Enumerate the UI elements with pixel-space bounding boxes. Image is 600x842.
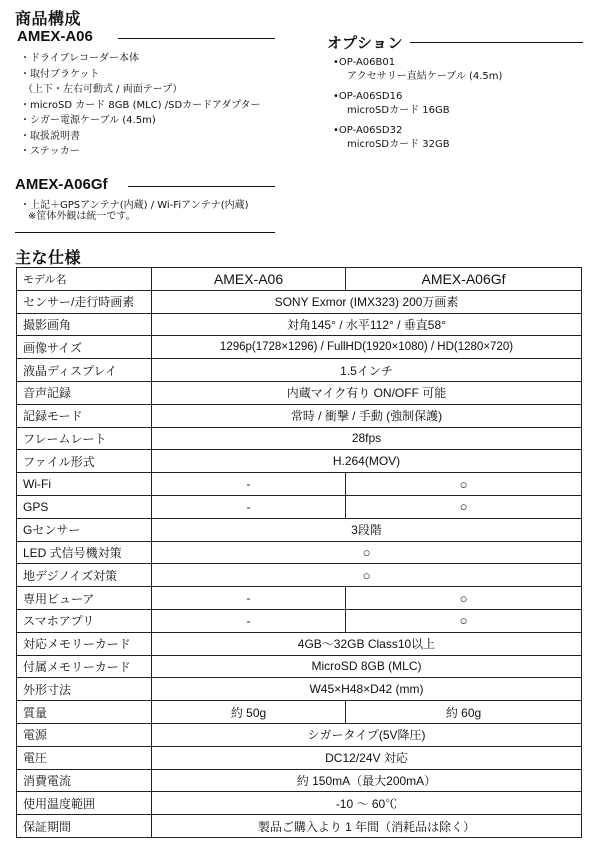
table-row <box>17 792 582 815</box>
table-row <box>17 518 582 541</box>
list-item: ・microSD カード 8GB (MLC) /SDカードアダプター <box>20 99 261 111</box>
spec-label: 付属メモリーカード <box>17 655 152 678</box>
options-list <box>333 56 502 158</box>
table-row <box>17 473 582 496</box>
header-model1: AMEX-A06 <box>152 268 346 291</box>
spec-label: GPS <box>17 495 152 518</box>
spec-value: シガータイプ(5V降圧) <box>152 723 582 746</box>
list-item: （上下・左右可動式 / 両面テープ） <box>23 84 183 95</box>
table-row <box>17 815 582 838</box>
table-row <box>17 541 582 564</box>
note-text: ※筐体外観は統一です。 <box>28 211 136 222</box>
option-code: •OP-A06SD32 <box>333 125 403 136</box>
spec-label: ファイル形式 <box>17 450 152 473</box>
spec-value: 1296p(1728×1296) / FullHD(1920×1080) / HD(1280×720) <box>152 336 582 359</box>
table-row <box>17 723 582 746</box>
spec-value: SONY Exmor (IMX323) 200万画素 <box>152 290 582 313</box>
spec-value-model2: 約 60g <box>346 701 582 724</box>
spec-value: 4GB〜32GB Class10以上 <box>152 632 582 655</box>
option-item <box>333 56 502 84</box>
spec-value: 約 150mA（最大200mA） <box>152 769 582 792</box>
option-code: •OP-A06B01 <box>333 57 396 68</box>
model1-item-list <box>20 51 260 160</box>
table-row <box>17 495 582 518</box>
option-code: •OP-A06SD16 <box>333 91 403 102</box>
model2-rule <box>128 186 275 187</box>
model2-item-list <box>20 200 249 222</box>
spec-label: 専用ビューア <box>17 587 152 610</box>
list-item: ・取付ブラケット <box>20 68 100 80</box>
spec-value: 常時 / 衝撃 / 手動 (強制保護) <box>152 404 582 427</box>
spec-label: 液晶ディスプレイ <box>17 359 152 382</box>
spec-table <box>16 267 582 838</box>
header-model2: AMEX-A06Gf <box>346 268 582 291</box>
spec-label: スマホアプリ <box>17 609 152 632</box>
table-header-row <box>17 268 582 291</box>
table-row <box>17 632 582 655</box>
model1-rule <box>118 38 275 39</box>
spec-value: ○ <box>152 541 582 564</box>
spec-label: 記録モード <box>17 404 152 427</box>
spec-value-model2: ○ <box>346 473 582 496</box>
model2-heading: AMEX-A06Gf <box>15 176 108 193</box>
table-row <box>17 290 582 313</box>
table-row <box>17 381 582 404</box>
spec-value: 対角145° / 水平112° / 垂直58° <box>152 313 582 336</box>
list-item: ・取扱説明書 <box>20 130 80 142</box>
options-title: オプション <box>327 34 404 52</box>
spec-value-model1: - <box>152 587 346 610</box>
header-label: モデル名 <box>17 268 152 291</box>
spec-value: ○ <box>152 564 582 587</box>
table-row <box>17 587 582 610</box>
table-row <box>17 564 582 587</box>
option-item <box>333 90 502 118</box>
spec-value: W45×H48×D42 (mm) <box>152 678 582 701</box>
option-description: microSDカード 16GB <box>347 105 450 116</box>
spec-value: H.264(MOV) <box>152 450 582 473</box>
spec-value-model1: 約 50g <box>152 701 346 724</box>
table-row <box>17 746 582 769</box>
spec-label: 画像サイズ <box>17 336 152 359</box>
table-row <box>17 450 582 473</box>
table-row <box>17 678 582 701</box>
specs-title: 主な仕様 <box>15 248 82 267</box>
option-item <box>333 124 502 152</box>
spec-label: 電源 <box>17 723 152 746</box>
spec-label: 外形寸法 <box>17 678 152 701</box>
spec-value: 1.5インチ <box>152 359 582 382</box>
table-row <box>17 769 582 792</box>
spec-label: 保証期間 <box>17 815 152 838</box>
spec-value: 3段階 <box>152 518 582 541</box>
table-row <box>17 609 582 632</box>
spec-label: Wi-Fi <box>17 473 152 496</box>
spec-value-model1: - <box>152 609 346 632</box>
table-row <box>17 313 582 336</box>
table-row <box>17 427 582 450</box>
spec-label: フレームレート <box>17 427 152 450</box>
model1-heading: AMEX-A06 <box>17 28 93 45</box>
table-row <box>17 336 582 359</box>
composition-title: 商品構成 <box>15 9 82 28</box>
option-description: アクセサリー直結ケーブル (4.5m) <box>347 71 503 82</box>
spec-label: 電圧 <box>17 746 152 769</box>
list-item: ・ステッカー <box>20 146 80 157</box>
table-row <box>17 359 582 382</box>
spec-label: 質量 <box>17 701 152 724</box>
spec-value: 製品ご購入より 1 年間（消耗品は除く） <box>152 815 582 838</box>
spec-value: MicroSD 8GB (MLC) <box>152 655 582 678</box>
list-item: ・シガー電源ケーブル (4.5m) <box>20 115 156 126</box>
spec-label: Gセンサー <box>17 518 152 541</box>
spec-value: DC12/24V 対応 <box>152 746 582 769</box>
spec-label: 地デジノイズ対策 <box>17 564 152 587</box>
composition-bottom-rule <box>15 232 275 233</box>
spec-value: 内蔵マイク有り ON/OFF 可能 <box>152 381 582 404</box>
spec-value-model1: - <box>152 495 346 518</box>
list-item: ・ドライブレコーダー本体 <box>20 53 139 64</box>
spec-label: 撮影画角 <box>17 313 152 336</box>
spec-label: センサー/走行時画素 <box>17 290 152 313</box>
spec-label: 使用温度範囲 <box>17 792 152 815</box>
spec-value: -10 〜 60℃ <box>152 792 582 815</box>
spec-value-model2: ○ <box>346 587 582 610</box>
spec-value-model2: ○ <box>346 609 582 632</box>
option-description: microSDカード 32GB <box>347 139 450 150</box>
table-row <box>17 404 582 427</box>
table-row <box>17 701 582 724</box>
spec-label: LED 式信号機対策 <box>17 541 152 564</box>
spec-value-model1: - <box>152 473 346 496</box>
spec-value: 28fps <box>152 427 582 450</box>
list-item: ・上記＋GPSアンテナ(内蔵) / Wi-Fiアンテナ(内蔵) <box>20 200 249 211</box>
spec-value-model2: ○ <box>346 495 582 518</box>
spec-label: 対応メモリーカード <box>17 632 152 655</box>
options-rule <box>410 42 583 43</box>
spec-label: 音声記録 <box>17 381 152 404</box>
spec-label: 消費電流 <box>17 769 152 792</box>
table-row <box>17 655 582 678</box>
